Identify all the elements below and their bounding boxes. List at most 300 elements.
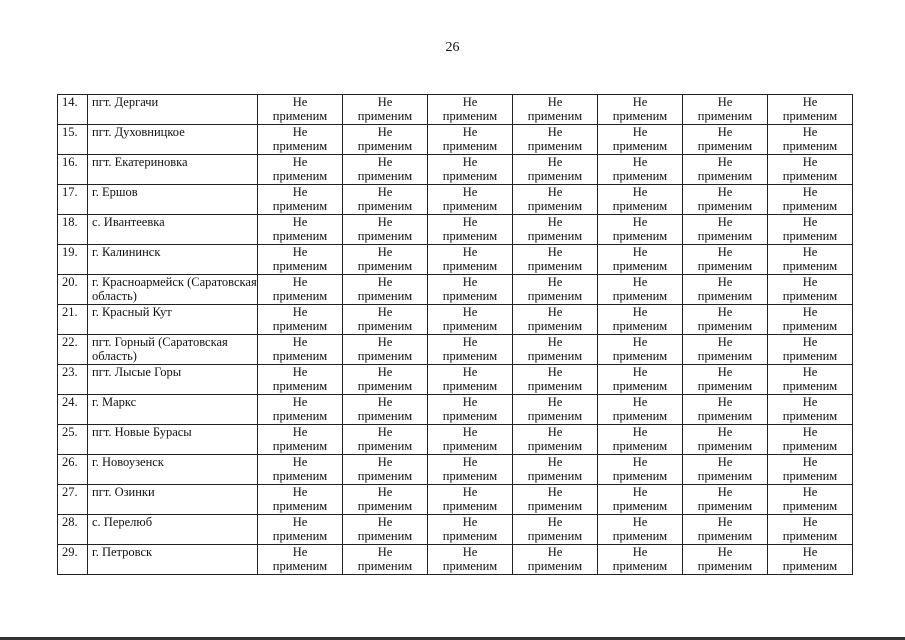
status-cell-line: применим <box>442 229 498 243</box>
status-cell <box>768 455 853 485</box>
status-cell-line: Не <box>632 335 648 349</box>
settlement-name: пгт. Лысые Горы <box>88 365 258 395</box>
row-number: 22. <box>58 335 88 365</box>
status-cell-line: Не <box>802 485 818 499</box>
status-cell-line: применим <box>272 439 328 453</box>
status-cell <box>683 455 768 485</box>
status-cell-line: применим <box>272 469 328 483</box>
status-cell <box>343 215 428 245</box>
status-cell <box>683 95 768 125</box>
status-cell-line: применим <box>272 349 328 363</box>
status-cell-line: Не <box>292 395 308 409</box>
status-cell-line: Не <box>462 485 478 499</box>
settlements-table <box>57 94 853 575</box>
status-cell-line: Не <box>802 455 818 469</box>
status-cell-line: применим <box>612 229 668 243</box>
status-cell-line: Не <box>632 215 648 229</box>
status-cell-line: Не <box>802 275 818 289</box>
status-cell <box>598 515 683 545</box>
settlement-name: г. Маркс <box>88 395 258 425</box>
status-cell <box>343 515 428 545</box>
status-cell <box>768 335 853 365</box>
status-cell-line: Не <box>717 395 733 409</box>
status-cell-line: Не <box>717 95 733 109</box>
row-number: 28. <box>58 515 88 545</box>
status-cell <box>513 185 598 215</box>
status-cell-line: Не <box>632 455 648 469</box>
status-cell-line: Не <box>547 305 563 319</box>
settlement-name: пгт. Духовницкое <box>88 125 258 155</box>
status-cell-line: применим <box>357 469 413 483</box>
status-cell-line: Не <box>802 335 818 349</box>
status-cell <box>683 335 768 365</box>
status-cell <box>768 245 853 275</box>
status-cell-line: Не <box>632 545 648 559</box>
status-cell-line: Не <box>462 455 478 469</box>
status-cell <box>683 185 768 215</box>
status-cell-line: Не <box>802 125 818 139</box>
status-cell <box>683 305 768 335</box>
row-number: 27. <box>58 485 88 515</box>
status-cell <box>428 485 513 515</box>
status-cell-line: применим <box>442 409 498 423</box>
status-cell-line: применим <box>782 199 838 213</box>
status-cell-line: применим <box>357 169 413 183</box>
status-cell-line: применим <box>782 259 838 273</box>
status-cell <box>428 545 513 575</box>
status-cell-line: Не <box>632 125 648 139</box>
status-cell-line: Не <box>547 245 563 259</box>
status-cell-line: применим <box>612 529 668 543</box>
status-cell-line: применим <box>527 559 583 573</box>
status-cell <box>513 425 598 455</box>
status-cell-line: Не <box>292 335 308 349</box>
status-cell-line: применим <box>357 439 413 453</box>
status-cell-line: Не <box>717 125 733 139</box>
status-cell-line: применим <box>697 199 753 213</box>
status-cell-line: применим <box>612 199 668 213</box>
status-cell <box>428 125 513 155</box>
status-cell-line: применим <box>357 259 413 273</box>
status-cell-line: применим <box>697 169 753 183</box>
status-cell-line: применим <box>272 169 328 183</box>
row-number: 18. <box>58 215 88 245</box>
settlement-name: г. Петровск <box>88 545 258 575</box>
status-cell-line: применим <box>782 379 838 393</box>
status-cell-line: применим <box>527 379 583 393</box>
status-cell <box>258 515 343 545</box>
status-cell-line: Не <box>802 395 818 409</box>
status-cell <box>428 245 513 275</box>
status-cell <box>513 245 598 275</box>
status-cell <box>343 275 428 305</box>
status-cell-line: Не <box>377 125 393 139</box>
table-row <box>58 245 853 275</box>
status-cell-line: Не <box>802 425 818 439</box>
status-cell-line: Не <box>547 485 563 499</box>
status-cell <box>343 125 428 155</box>
status-cell-line: Не <box>547 215 563 229</box>
status-cell-line: Не <box>462 95 478 109</box>
status-cell-line: применим <box>272 229 328 243</box>
status-cell-line: применим <box>442 319 498 333</box>
status-cell <box>683 155 768 185</box>
status-cell <box>768 485 853 515</box>
status-cell-line: Не <box>632 275 648 289</box>
status-cell <box>683 125 768 155</box>
settlement-name: с. Перелюб <box>88 515 258 545</box>
status-cell-line: Не <box>632 245 648 259</box>
status-cell-line: Не <box>462 305 478 319</box>
status-cell <box>258 335 343 365</box>
status-cell-line: применим <box>442 529 498 543</box>
settlement-name: пгт. Дергачи <box>88 95 258 125</box>
table-row <box>58 395 853 425</box>
status-cell-line: Не <box>377 485 393 499</box>
status-cell <box>768 95 853 125</box>
status-cell-line: Не <box>292 185 308 199</box>
status-cell-line: Не <box>462 155 478 169</box>
status-cell-line: Не <box>717 305 733 319</box>
status-cell-line: применим <box>697 319 753 333</box>
status-cell-line: Не <box>377 395 393 409</box>
status-cell <box>513 365 598 395</box>
status-cell <box>513 515 598 545</box>
status-cell <box>258 395 343 425</box>
table-row <box>58 515 853 545</box>
status-cell-line: Не <box>802 515 818 529</box>
status-cell-line: применим <box>272 499 328 513</box>
status-cell-line: применим <box>782 169 838 183</box>
status-cell-line: Не <box>802 185 818 199</box>
status-cell <box>768 395 853 425</box>
status-cell <box>513 455 598 485</box>
status-cell-line: применим <box>272 139 328 153</box>
settlement-name: пгт. Новые Бурасы <box>88 425 258 455</box>
status-cell <box>598 365 683 395</box>
status-cell-line: применим <box>612 109 668 123</box>
status-cell-line: применим <box>442 259 498 273</box>
status-cell-line: Не <box>547 125 563 139</box>
status-cell-line: применим <box>272 379 328 393</box>
status-cell-line: Не <box>717 335 733 349</box>
status-cell-line: применим <box>272 559 328 573</box>
status-cell-line: применим <box>357 229 413 243</box>
status-cell <box>258 275 343 305</box>
status-cell-line: Не <box>632 365 648 379</box>
settlement-name: г. Ершов <box>88 185 258 215</box>
status-cell <box>343 335 428 365</box>
status-cell <box>258 455 343 485</box>
status-cell-line: применим <box>357 529 413 543</box>
status-cell-line: применим <box>442 439 498 453</box>
status-cell <box>513 155 598 185</box>
table-row <box>58 365 853 395</box>
status-cell-line: применим <box>782 529 838 543</box>
status-cell <box>598 95 683 125</box>
status-cell-line: Не <box>377 155 393 169</box>
status-cell-line: Не <box>632 395 648 409</box>
status-cell-line: применим <box>612 559 668 573</box>
status-cell-line: Не <box>292 215 308 229</box>
status-cell-line: применим <box>442 109 498 123</box>
status-cell-line: применим <box>612 139 668 153</box>
status-cell-line: Не <box>292 515 308 529</box>
settlement-name: г. Калининск <box>88 245 258 275</box>
table-row <box>58 125 853 155</box>
status-cell-line: Не <box>547 275 563 289</box>
status-cell-line: Не <box>802 245 818 259</box>
status-cell-line: применим <box>357 349 413 363</box>
status-cell-line: Не <box>717 455 733 469</box>
status-cell <box>598 155 683 185</box>
status-cell <box>428 335 513 365</box>
status-cell-line: Не <box>462 395 478 409</box>
status-cell-line: Не <box>292 125 308 139</box>
status-cell-line: Не <box>632 305 648 319</box>
status-cell-line: применим <box>697 559 753 573</box>
status-cell-line: Не <box>462 245 478 259</box>
settlement-name: пгт. Горный (Саратовская область) <box>88 335 258 365</box>
status-cell-line: Не <box>632 425 648 439</box>
status-cell-line: Не <box>377 95 393 109</box>
status-cell-line: применим <box>782 229 838 243</box>
status-cell <box>598 545 683 575</box>
status-cell-line: применим <box>442 499 498 513</box>
status-cell <box>428 305 513 335</box>
status-cell-line: Не <box>462 425 478 439</box>
status-cell-line: Не <box>802 95 818 109</box>
status-cell-line: Не <box>377 545 393 559</box>
status-cell-line: Не <box>377 305 393 319</box>
status-cell-line: применим <box>612 379 668 393</box>
status-cell <box>513 215 598 245</box>
settlement-name: г. Красный Кут <box>88 305 258 335</box>
row-number: 25. <box>58 425 88 455</box>
row-number: 26. <box>58 455 88 485</box>
status-cell-line: Не <box>802 215 818 229</box>
status-cell <box>683 425 768 455</box>
status-cell <box>258 485 343 515</box>
status-cell-line: Не <box>377 185 393 199</box>
status-cell-line: Не <box>292 425 308 439</box>
settlement-name: пгт. Озинки <box>88 485 258 515</box>
status-cell <box>343 485 428 515</box>
table-row <box>58 155 853 185</box>
status-cell-line: Не <box>377 365 393 379</box>
status-cell <box>428 95 513 125</box>
status-cell-line: применим <box>527 529 583 543</box>
table-row <box>58 545 853 575</box>
status-cell-line: применим <box>612 259 668 273</box>
status-cell-line: Не <box>462 545 478 559</box>
status-cell <box>598 185 683 215</box>
status-cell <box>768 215 853 245</box>
status-cell <box>683 545 768 575</box>
status-cell-line: применим <box>442 379 498 393</box>
status-cell <box>598 275 683 305</box>
status-cell-line: применим <box>782 289 838 303</box>
row-number: 19. <box>58 245 88 275</box>
status-cell-line: применим <box>527 439 583 453</box>
status-cell-line: применим <box>442 349 498 363</box>
status-cell <box>428 215 513 245</box>
status-cell <box>343 365 428 395</box>
status-cell-line: применим <box>782 319 838 333</box>
status-cell-line: Не <box>717 545 733 559</box>
status-cell-line: Не <box>462 335 478 349</box>
status-cell-line: Не <box>377 515 393 529</box>
status-cell-line: Не <box>462 125 478 139</box>
status-cell-line: Не <box>717 485 733 499</box>
status-cell <box>428 365 513 395</box>
status-cell-line: Не <box>292 155 308 169</box>
status-cell-line: Не <box>547 95 563 109</box>
status-cell <box>258 545 343 575</box>
status-cell <box>598 245 683 275</box>
status-cell-line: применим <box>527 139 583 153</box>
status-cell <box>683 365 768 395</box>
status-cell-line: применим <box>527 319 583 333</box>
settlement-name: с. Ивантеевка <box>88 215 258 245</box>
status-cell-line: Не <box>717 185 733 199</box>
table-row <box>58 305 853 335</box>
status-cell-line: применим <box>697 349 753 363</box>
status-cell <box>428 185 513 215</box>
status-cell <box>768 185 853 215</box>
status-cell <box>258 185 343 215</box>
table-row <box>58 335 853 365</box>
status-cell-line: применим <box>357 559 413 573</box>
status-cell <box>343 305 428 335</box>
status-cell <box>768 155 853 185</box>
settlement-name: г. Красноармейск (Саратовская область) <box>88 275 258 305</box>
status-cell <box>258 305 343 335</box>
status-cell <box>428 515 513 545</box>
status-cell <box>683 215 768 245</box>
row-number: 16. <box>58 155 88 185</box>
status-cell-line: применим <box>357 319 413 333</box>
page-number: 26 <box>445 40 460 55</box>
status-cell <box>343 155 428 185</box>
status-cell-line: применим <box>442 199 498 213</box>
status-cell-line: применим <box>527 349 583 363</box>
status-cell-line: Не <box>292 545 308 559</box>
status-cell <box>598 335 683 365</box>
status-cell-line: применим <box>697 259 753 273</box>
status-cell <box>768 125 853 155</box>
status-cell-line: применим <box>527 499 583 513</box>
status-cell <box>513 485 598 515</box>
status-cell-line: применим <box>782 349 838 363</box>
status-cell-line: Не <box>632 95 648 109</box>
status-cell <box>513 335 598 365</box>
status-cell-line: Не <box>802 545 818 559</box>
status-cell-line: применим <box>697 109 753 123</box>
status-cell-line: применим <box>782 559 838 573</box>
status-cell-line: применим <box>697 529 753 543</box>
status-cell <box>768 545 853 575</box>
status-cell-line: применим <box>612 349 668 363</box>
status-cell <box>258 95 343 125</box>
status-cell-line: применим <box>782 469 838 483</box>
status-cell-line: Не <box>547 365 563 379</box>
status-cell <box>683 275 768 305</box>
status-cell-line: Не <box>377 335 393 349</box>
status-cell-line: применим <box>442 169 498 183</box>
status-cell-line: применим <box>612 289 668 303</box>
status-cell-line: Не <box>802 155 818 169</box>
status-cell-line: применим <box>527 289 583 303</box>
status-cell <box>598 485 683 515</box>
status-cell-line: Не <box>462 365 478 379</box>
status-cell-line: Не <box>377 455 393 469</box>
status-cell-line: применим <box>612 499 668 513</box>
status-cell-line: Не <box>292 95 308 109</box>
status-cell-line: Не <box>462 275 478 289</box>
status-cell-line: Не <box>292 485 308 499</box>
status-cell-line: применим <box>527 469 583 483</box>
status-cell <box>598 395 683 425</box>
status-cell <box>768 365 853 395</box>
status-cell-line: применим <box>612 469 668 483</box>
status-cell-line: Не <box>377 425 393 439</box>
status-cell-line: применим <box>782 439 838 453</box>
status-cell-line: применим <box>357 289 413 303</box>
status-cell <box>343 455 428 485</box>
row-number: 24. <box>58 395 88 425</box>
row-number: 29. <box>58 545 88 575</box>
status-cell-line: применим <box>697 499 753 513</box>
status-cell-line: применим <box>612 169 668 183</box>
status-cell-line: применим <box>272 259 328 273</box>
status-cell-line: Не <box>717 245 733 259</box>
status-cell-line: применим <box>357 139 413 153</box>
status-cell <box>343 95 428 125</box>
row-number: 20. <box>58 275 88 305</box>
status-cell <box>258 215 343 245</box>
status-cell-line: Не <box>547 335 563 349</box>
status-cell-line: Не <box>547 545 563 559</box>
status-cell <box>598 125 683 155</box>
status-cell-line: Не <box>547 455 563 469</box>
settlement-name: пгт. Екатериновка <box>88 155 258 185</box>
status-cell-line: Не <box>462 185 478 199</box>
row-number: 21. <box>58 305 88 335</box>
status-cell-line: применим <box>782 109 838 123</box>
settlement-name: г. Новоузенск <box>88 455 258 485</box>
status-cell-line: Не <box>377 215 393 229</box>
status-cell-line: применим <box>697 439 753 453</box>
status-cell-line: применим <box>612 319 668 333</box>
status-cell-line: применим <box>697 289 753 303</box>
status-cell-line: Не <box>292 365 308 379</box>
status-cell <box>513 395 598 425</box>
status-cell-line: Не <box>632 485 648 499</box>
status-cell-line: применим <box>697 409 753 423</box>
table-row <box>58 185 853 215</box>
status-cell-line: применим <box>272 319 328 333</box>
status-cell-line: Не <box>462 215 478 229</box>
status-cell <box>683 245 768 275</box>
status-cell-line: Не <box>292 455 308 469</box>
status-cell-line: применим <box>612 439 668 453</box>
status-cell-line: применим <box>442 469 498 483</box>
status-cell <box>343 425 428 455</box>
row-number: 23. <box>58 365 88 395</box>
status-cell <box>258 245 343 275</box>
status-cell-line: применим <box>527 109 583 123</box>
